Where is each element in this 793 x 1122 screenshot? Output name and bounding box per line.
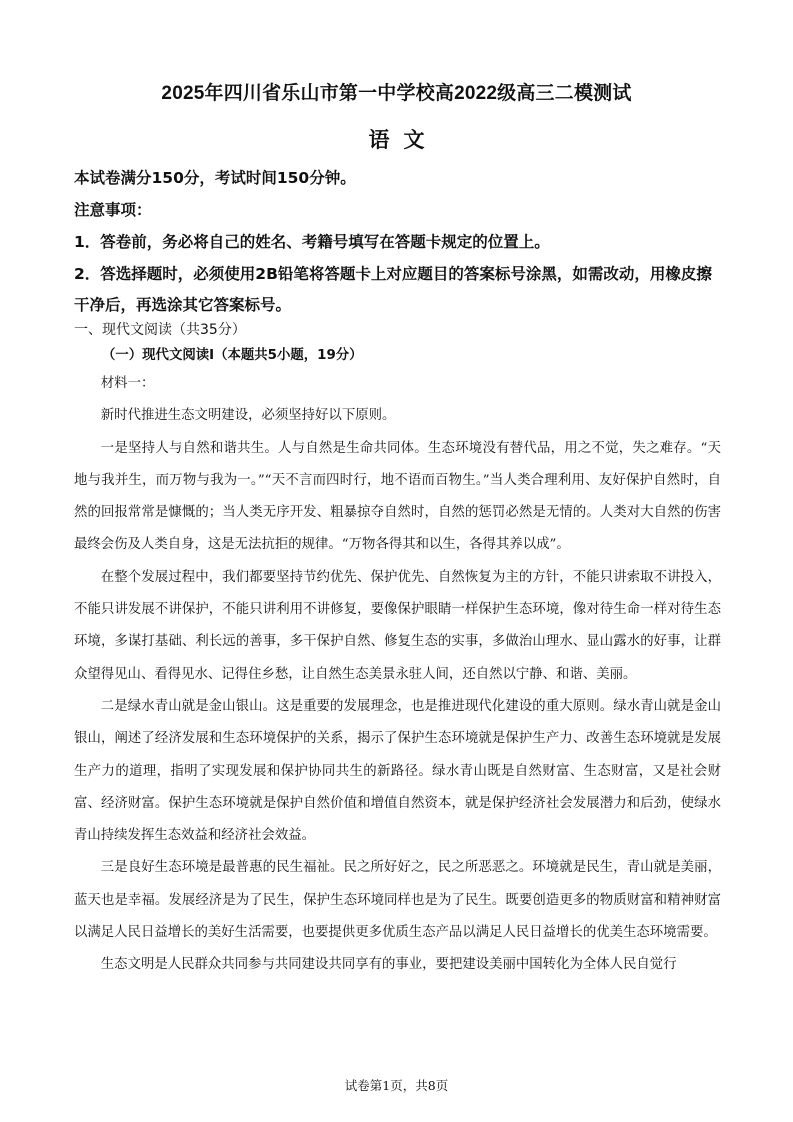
paragraph: 一是坚持人与自然和谐共生。人与自然是生命共同体。生态环境没有替代品，用之不觉，失之难存。“天地与我并生，而万物与我为一。”“天不言而四时行，地不语而百物生。”当人类合理利用、友好保护自然时，自然的回报常常是慷慨的；当人类无序开发、粗暴掠夺自然时，自然的惩罚必然是无情的。人类对大自然的伤害最终会伤及人类自身，这是无法抗拒的规律。“万物各得其和以生，各得其养以成”。 [74,440,721,553]
paragraph: 在整个发展过程中，我们都要坚持节约优先、保护优先、自然恢复为主的方针，不能只讲索取不讲投入，不能只讲发展不讲保护，不能只讲利用不讲修复，要像保护眼睛一样保护生态环境，像对待生命一样对待生态环境，多谋打基础、利长远的善事，多干保护自然、修复生态的实事，多做治山理水、显山露水的好事，让群众望得见山、看得见水、记得住乡愁，让自然生态美景永驻人间，还自然以宁静、和谐、美丽。 [74,569,721,682]
paragraph: 二是绿水青山就是金山银山。这是重要的发展理念，也是推进现代化建设的重大原则。绿水青山就是金山银山，阐述了经济发展和生态环境保护的关系，揭示了保护生态环境就是保护生产力、改善生态环境就是发展生产力的道理，指明了实现发展和保护协同共生的新路径。绿水青山既是自然财富、生态财富，又是社会财富、经济财富。保护生态环境就是保护自然价值和增值自然资本，就是保护经济社会发展潜力和后劲，使绿水青山持续发挥生态效益和经济社会效益。 [74,698,721,844]
material-label: 材料一： [100,376,155,391]
paragraph: 三是良好生态环境是最普惠的民生福祉。民之所好好之，民之所恶恶之。环境就是民生，青山就是美丽，蓝天也是幸福。发展经济是为了民生，保护生态环境同样也是为了民生。既要创造更多的物质财富和精神财富以满足人民日益增长的美好生活需要，也要提供更多优质生态产品以满足人民日益增长的优美生态环境需要。 [74,860,721,941]
paragraph: 新时代推进生态文明建设，必须坚持好以下原则。 [100,408,396,424]
note-item: 干净后，再选涂其它答案标号。 [74,296,292,314]
exam-title: 2025年四川省乐山市第一中学校高2022级高三二模测试 [161,83,632,104]
subsection-heading: （一）现代文阅读Ⅰ（本题共5小题，19分） [102,348,363,363]
note-item: 1．答卷前，务必将自己的姓名、考籍号填写在答题卡规定的位置上。 [74,233,550,251]
subject-title: 语文 [368,128,439,152]
page-footer: 试卷第1页，共8页 [344,1078,449,1093]
reading-body [74,368,721,982]
exam-info: 本试卷满分150分，考试时间150分钟。 [74,169,356,187]
notes-heading: 注意事项： [74,201,152,219]
paragraph: 生态文明是人民群众共同参与共同建设共同享有的事业，要把建设美丽中国转化为全体人民自觉行 [100,957,677,973]
note-item: 2．答选择题时，必须使用2B铅笔将答题卡上对应题目的答案标号涂黑，如需改动，用橡皮擦 [74,265,712,283]
section-heading: 一、现代文阅读（共35分） [74,322,246,338]
